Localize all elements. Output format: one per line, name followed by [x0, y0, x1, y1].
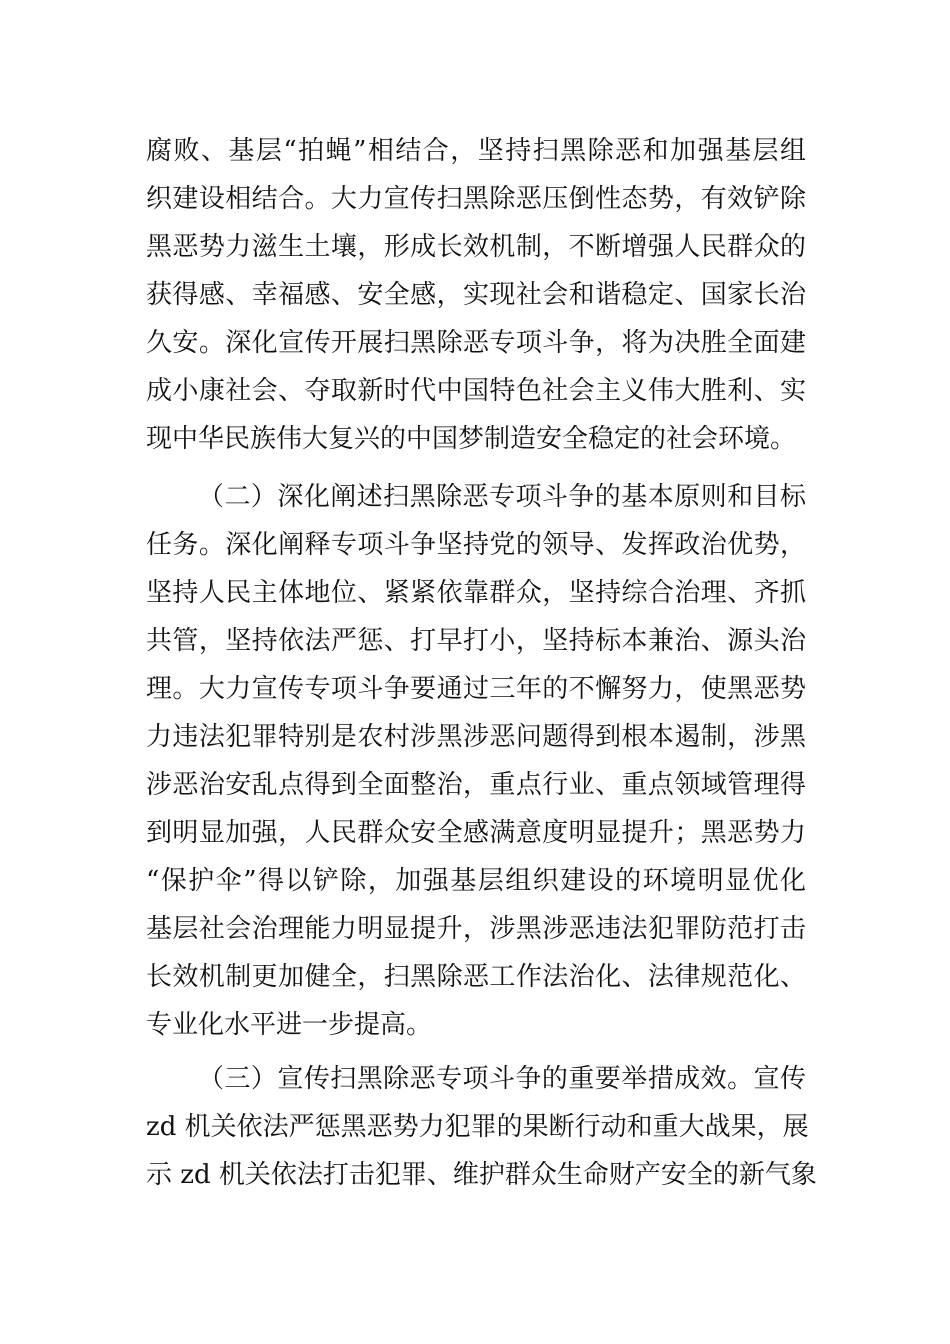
text-line: 腐败、基层“拍蝇”相结合，坚持扫黑除恶和加强基层组: [146, 136, 806, 166]
paragraph-heading-2: （二）深化阐述扫黑除恶专项斗争的基本原则和目标: [198, 482, 806, 512]
text-line: 成小康社会、夺取新时代中国特色社会主义伟大胜利、实: [146, 376, 806, 406]
text-line: “保护伞”得以铲除，加强基层组织建设的环境明显优化: [146, 866, 806, 896]
text-line: 长效机制更加健全，扫黑除恶工作法治化、法律规范化、: [146, 962, 806, 992]
text-line: 黑恶势力滋生土壤，形成长效机制，不断增强人民群众的: [146, 232, 806, 262]
text-line: 坚持人民主体地位、紧紧依靠群众，坚持综合治理、齐抓: [146, 578, 806, 608]
text-line: 力违法犯罪特别是农村涉黑涉恶问题得到根本遏制，涉黑: [146, 722, 806, 752]
text-line: zd 机关依法严惩黑恶势力犯罪的果断行动和重大战果，展: [146, 1112, 809, 1142]
text-line: 久安。深化宣传开展扫黑除恶专项斗争，将为决胜全面建: [146, 328, 806, 358]
text-line: 理。大力宣传专项斗争要通过三年的不懈努力，使黑恶势: [146, 674, 806, 704]
text-line: 共管，坚持依法严惩、打早打小，坚持标本兼治、源头治: [146, 626, 806, 656]
text-line: 专业化水平进一步提高。: [146, 1010, 433, 1040]
text-line: 任务。深化阐释专项斗争坚持党的领导、发挥政治优势，: [146, 530, 806, 560]
text-line: 现中华民族伟大复兴的中国梦制造安全稳定的社会环境。: [146, 424, 797, 454]
text-line: 基层社会治理能力明显提升，涉黑涉恶违法犯罪防范打击: [146, 914, 806, 944]
text-line: 织建设相结合。大力宣传扫黑除恶压倒性态势，有效铲除: [146, 184, 806, 214]
text-line: 到明显加强，人民群众安全感满意度明显提升；黑恶势力: [146, 818, 806, 848]
text-line: 获得感、幸福感、安全感，实现社会和谐稳定、国家长治: [146, 280, 806, 310]
text-line: 涉恶治安乱点得到全面整治，重点行业、重点领域管理得: [146, 770, 806, 800]
paragraph-heading-3: （三）宣传扫黑除恶专项斗争的重要举措成效。宣传: [198, 1064, 806, 1094]
text-line: 示 zd 机关依法打击犯罪、维护群众生命财产安全的新气象: [146, 1160, 817, 1190]
